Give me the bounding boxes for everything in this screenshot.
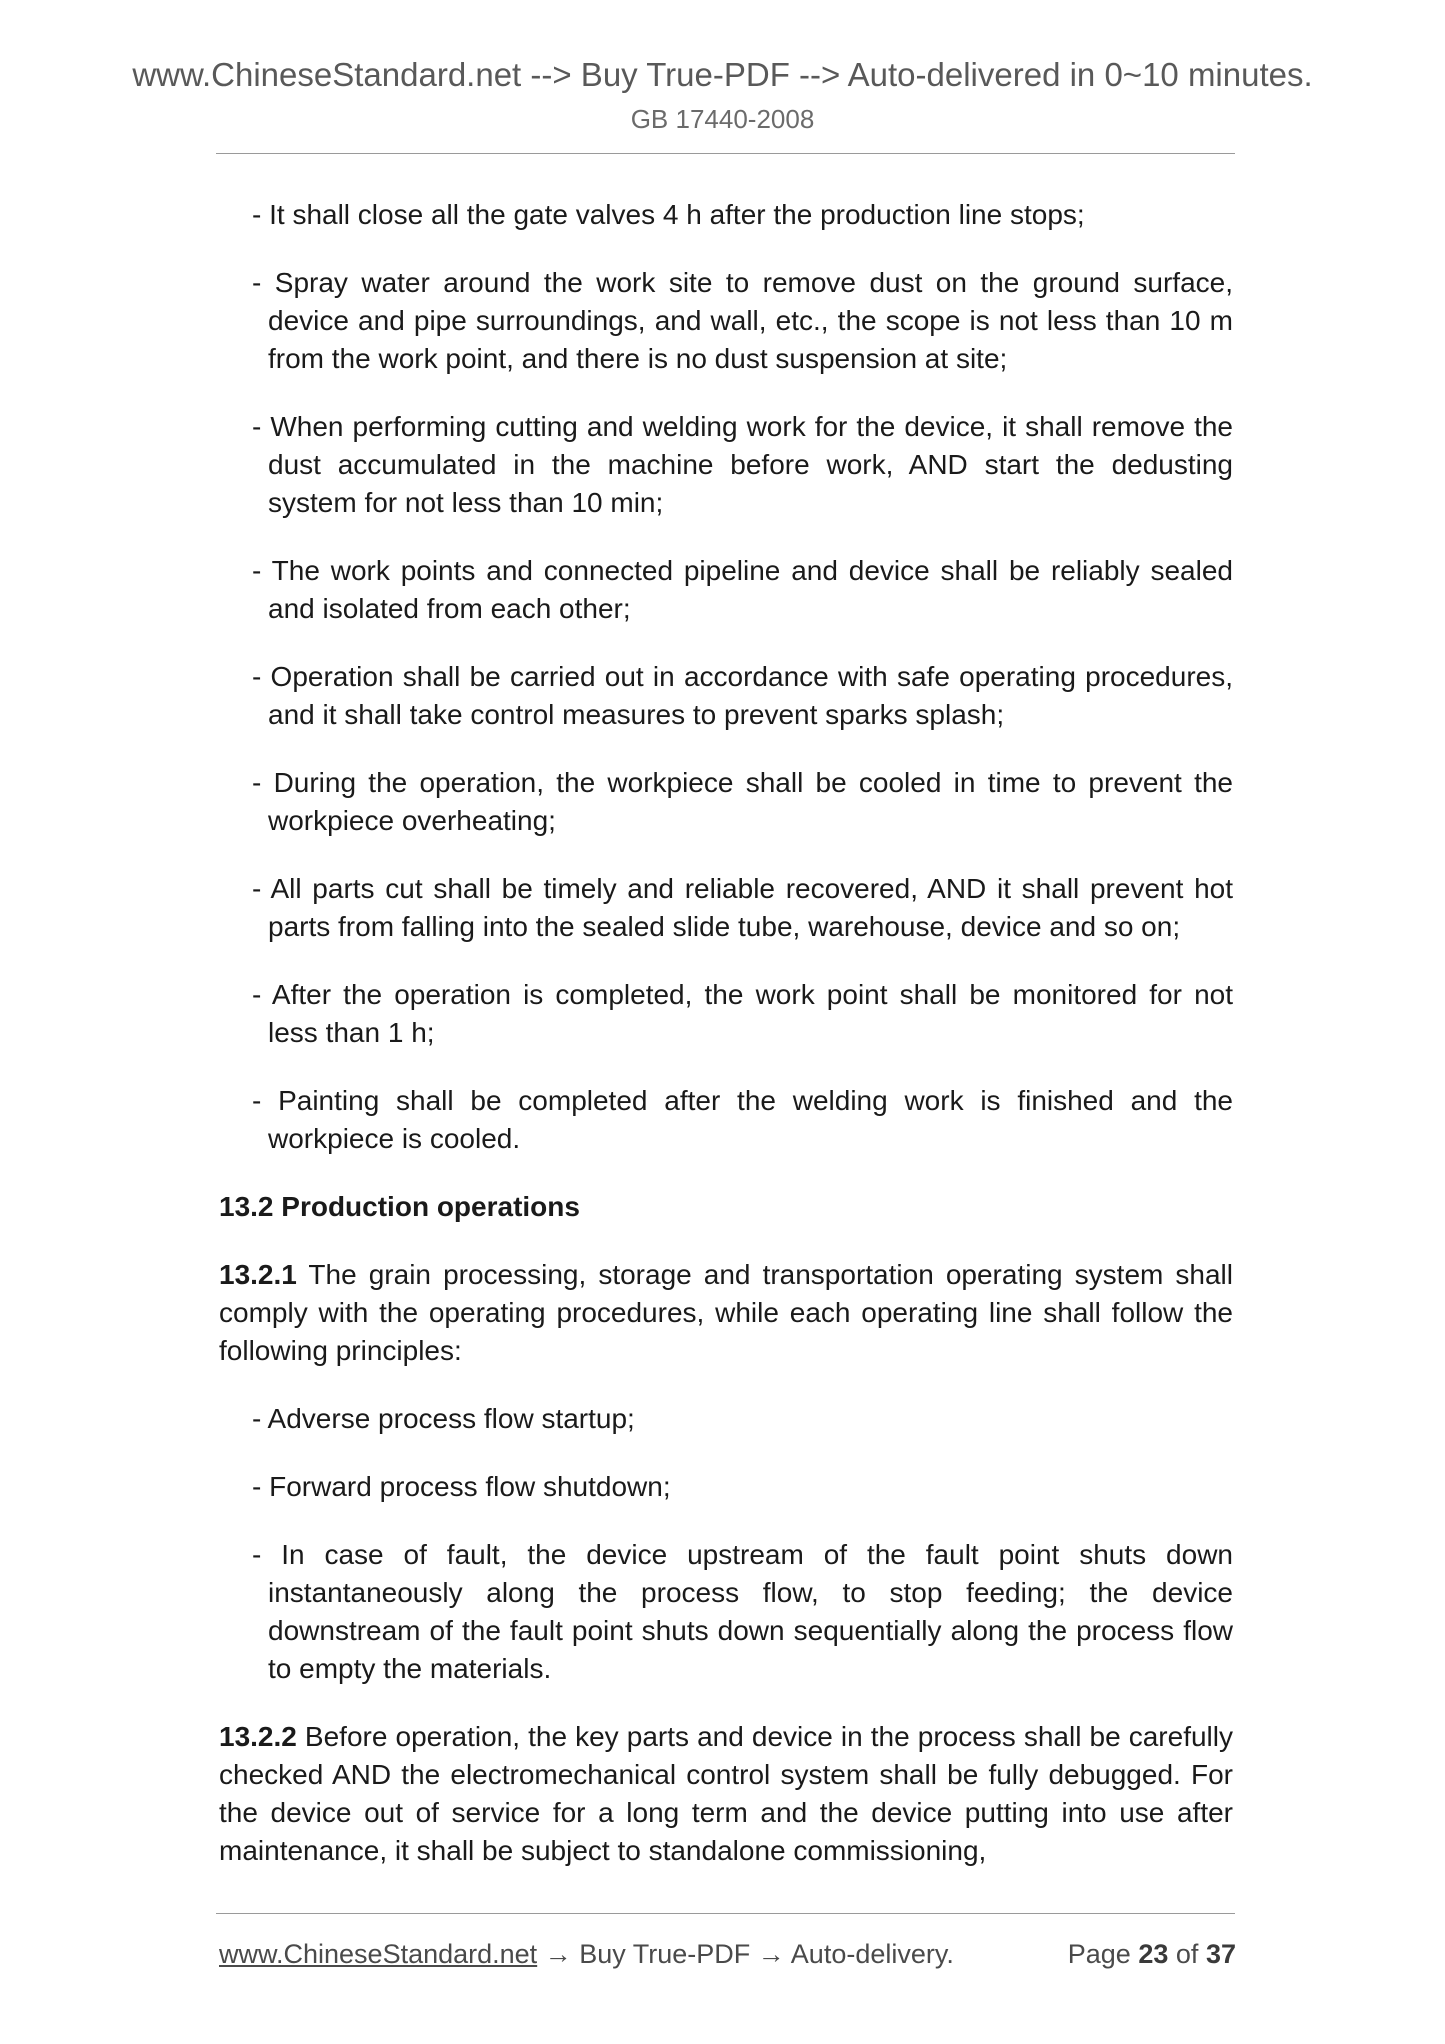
total-pages: 37: [1205, 1939, 1236, 1969]
list-item: - Forward process flow shutdown;: [252, 1471, 671, 1502]
list-item: - Operation shall be carried out in accordance with safe operating procedures, and it shall take control measures to prevent sparks splash;: [252, 661, 1233, 730]
section-heading: 13.2 Production operations: [219, 1191, 580, 1222]
list-item: - The work points and connected pipeline and device shall be reliably sealed and isolated from each other;: [252, 555, 1233, 624]
header-banner: www.ChineseStandard.net --> Buy True-PDF --> Auto-delivered in 0~10 minutes.: [132, 56, 1313, 93]
list-item: - Spray water around the work site to remove dust on the ground surface, device and pipe surroundings, and wall, etc., the scope is not less than 10 m from the work point, and there is no dust suspension at site;: [252, 267, 1233, 374]
page-number: 23: [1138, 1939, 1169, 1969]
list-item: - After the operation is completed, the work point shall be monitored for not less than 1 h;: [252, 979, 1233, 1048]
list-item: - When performing cutting and welding work for the device, it shall remove the dust accumulated in the machine before work, AND start the dedusting system for not less than 10 min;: [252, 411, 1233, 518]
clause-text: Before operation, the key parts and device in the process shall be carefully checked AND the electromechanical control system shall be fully debugged. For the device out of service for a long term and the device putting into use after maintenance, it shall be subject to standalone commissioning,: [219, 1721, 1233, 1866]
arrow-icon: →: [757, 1939, 785, 1969]
list-item: - It shall close all the gate valves 4 h after the production line stops;: [252, 199, 1085, 230]
footer-delivery-text: Auto-delivery.: [790, 1939, 954, 1969]
list-item: - All parts cut shall be timely and reliable recovered, AND it shall prevent hot parts from falling into the sealed slide tube, warehouse, device and so on;: [252, 873, 1233, 942]
clause-number: 13.2.2: [219, 1721, 297, 1752]
page-label: Page: [1067, 1939, 1131, 1969]
list-item: - Painting shall be completed after the welding work is finished and the workpiece is cooled.: [252, 1085, 1233, 1154]
clause-paragraph: [219, 1256, 1233, 1370]
footer-links: [219, 1939, 954, 1970]
footer-divider: [216, 1913, 1235, 1914]
of-label: of: [1175, 1939, 1199, 1969]
list-item: - During the operation, the workpiece shall be cooled in time to prevent the workpiece overheating;: [252, 767, 1233, 836]
list-item: - In case of fault, the device upstream of the fault point shuts down instantaneously along the process flow, to stop feeding; the device downstream of the fault point shuts down sequentially along the process flow to empty the materials.: [252, 1539, 1233, 1684]
footer-site-link[interactable]: www.ChineseStandard.net: [219, 1939, 538, 1969]
clause-number: 13.2.1: [219, 1259, 297, 1290]
footer-buy-text: Buy True-PDF: [579, 1939, 751, 1969]
page-indicator: [1068, 1939, 1236, 1970]
clause-text: The grain processing, storage and transportation operating system shall comply with the operating procedures, while each operating line shall follow the following principles:: [219, 1259, 1233, 1366]
clause-paragraph: [219, 1718, 1233, 1870]
page-body: [219, 196, 1233, 1900]
header-divider: [216, 153, 1235, 154]
standard-number: GB 17440-2008: [630, 104, 815, 134]
list-item: - Adverse process flow startup;: [252, 1403, 635, 1434]
arrow-icon: →: [544, 1939, 572, 1969]
